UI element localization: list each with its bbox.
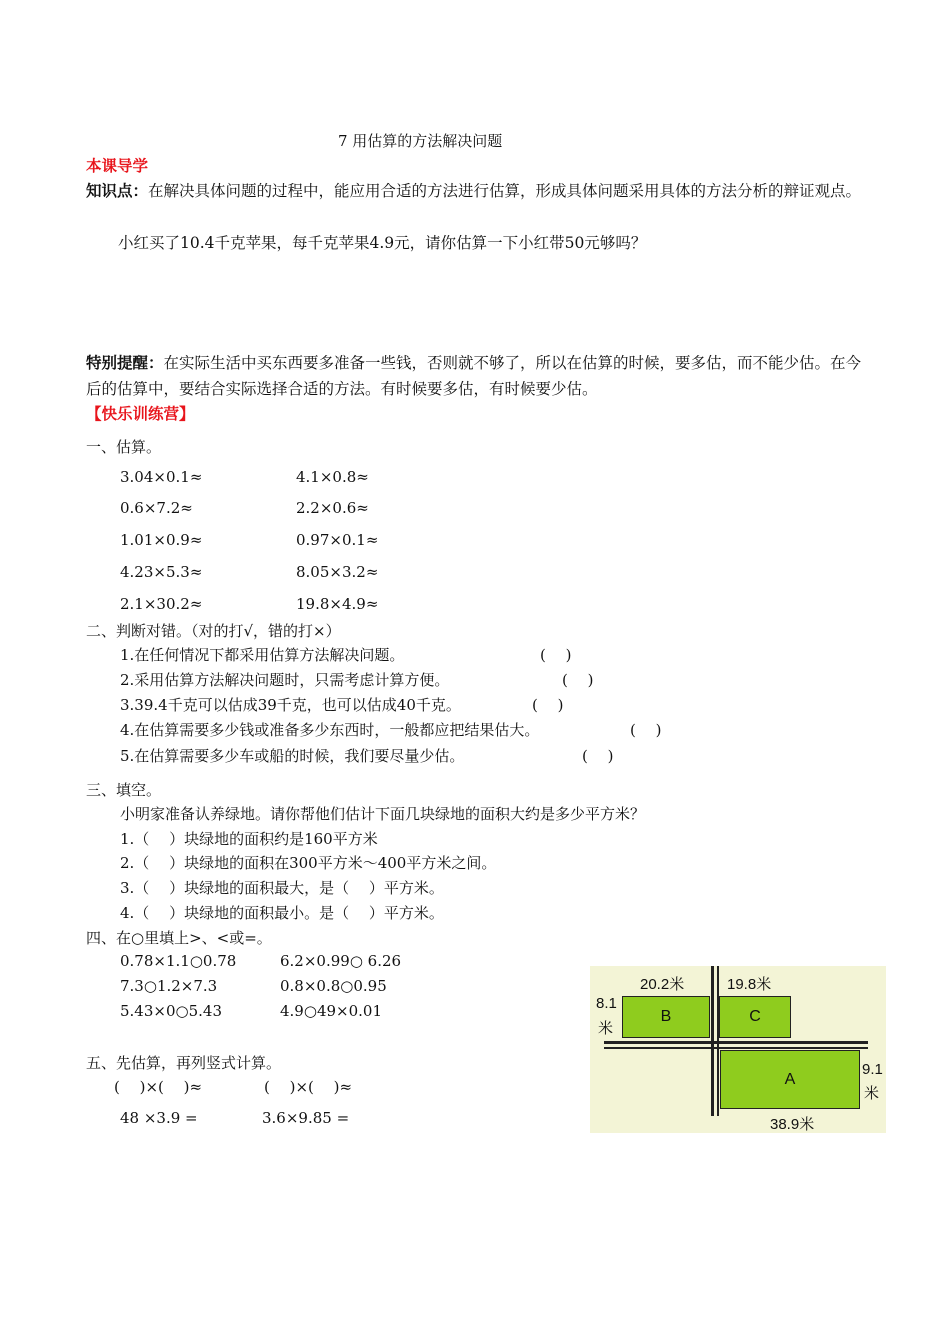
estimate-item: 3.04×0.1≈ <box>120 468 203 486</box>
estimate-item: 2.2×0.6≈ <box>296 499 369 517</box>
judge-item: 4.在估算需要多少钱或准备多少东西时，一般都应把结果估大。 <box>120 721 540 739</box>
horizontal-road <box>604 1041 868 1044</box>
fill-item: 4.（ ）块绿地的面积最小。是（ ）平方米。 <box>120 904 444 922</box>
compare-item: 7.3○1.2×7.3 <box>120 977 218 995</box>
compare-item: 0.78×1.1○0.78 <box>120 952 237 970</box>
section5-heading: 五、先估算，再列竖式计算。 <box>86 1054 282 1072</box>
c-width-label: 19.8米 <box>727 976 772 993</box>
practice-heading: 【快乐训练营】 <box>86 405 195 423</box>
reminder-text: 在实际生活中买东西要多准备一些钱，否则就不够了，所以在估算的时候，要多估，而不能少估。在今后的估算中，要结合实际选择合适的方法。有时候要多估，有时候要少估。 <box>86 354 862 398</box>
plot-a: A <box>720 1050 860 1109</box>
b-width-label: 20.2米 <box>640 976 685 993</box>
judge-item: 2.采用估算方法解决问题时，只需考虑计算方便。 <box>120 671 450 689</box>
b-height-label: 8.1 <box>596 995 617 1012</box>
estimate-item: 4.1×0.8≈ <box>296 468 369 486</box>
answer-bracket[interactable]: ( ) <box>582 747 614 765</box>
reminder-paragraph <box>86 350 866 402</box>
example-problem: 小红买了10.4千克苹果，每千克苹果4.9元，请你估算一下小红带50元够吗？ <box>118 234 647 252</box>
fill-item: 2.（ ）块绿地的面积在300平方米～400平方米之间。 <box>120 854 497 872</box>
answer-bracket[interactable]: ( ) <box>630 721 662 739</box>
calc-problem: 3.6×9.85 = <box>262 1109 350 1127</box>
compare-item: 4.9○49×0.01 <box>280 1002 382 1020</box>
a-height-unit: 米 <box>864 1085 880 1102</box>
estimate-item: 8.05×3.2≈ <box>296 563 379 581</box>
section3-heading: 三、填空。 <box>86 781 162 799</box>
estimate-item: 0.97×0.1≈ <box>296 531 379 549</box>
section1-heading: 一、估算。 <box>86 438 162 456</box>
answer-bracket[interactable]: ( ) <box>562 671 594 689</box>
a-height-label: 9.1 <box>862 1061 883 1078</box>
fill-item: 1.（ ）块绿地的面积约是160平方米 <box>120 830 378 848</box>
plot-c: C <box>719 996 791 1038</box>
estimate-item: 4.23×5.3≈ <box>120 563 203 581</box>
judge-item: 3.39.4千克可以估成39千克，也可以估成40千克。 <box>120 696 461 714</box>
calc-problem: 48 ×3.9 = <box>120 1109 198 1127</box>
page-title: 7 用估算的方法解决问题 <box>338 132 503 150</box>
section4-heading: 四、在○里填上>、<或=。 <box>86 929 272 947</box>
answer-bracket[interactable]: ( ) <box>540 646 572 664</box>
estimate-blank[interactable]: ( )×( )≈ <box>264 1078 353 1096</box>
estimate-item: 1.01×0.9≈ <box>120 531 203 549</box>
answer-bracket[interactable]: ( ) <box>532 696 564 714</box>
estimate-item: 0.6×7.2≈ <box>120 499 193 517</box>
guide-heading: 本课导学 <box>86 157 149 175</box>
section3-intro: 小明家准备认养绿地。请你帮他们估计下面几块绿地的面积大约是多少平方米？ <box>120 805 646 823</box>
reminder-label: 特别提醒： <box>86 354 164 372</box>
plot-b: B <box>622 996 710 1038</box>
green-plots-figure <box>590 966 886 1133</box>
estimate-item: 19.8×4.9≈ <box>296 595 379 613</box>
compare-item: 5.43×0○5.43 <box>120 1002 222 1020</box>
horizontal-road <box>604 1047 868 1049</box>
knowledge-label: 知识点： <box>86 182 149 200</box>
estimate-blank[interactable]: ( )×( )≈ <box>114 1078 203 1096</box>
section2-heading: 二、判断对错。（对的打√，错的打×） <box>86 622 341 640</box>
knowledge-text: 在解决具体问题的过程中，能应用合适的方法进行估算，形成具体问题采用具体的方法分析的辩证观点。 <box>148 182 862 200</box>
estimate-item: 2.1×30.2≈ <box>120 595 203 613</box>
compare-item: 0.8×0.8○0.95 <box>280 977 387 995</box>
b-height-unit: 米 <box>598 1020 614 1037</box>
judge-item: 1.在任何情况下都采用估算方法解决问题。 <box>120 646 405 664</box>
compare-item: 6.2×0.99○ 6.26 <box>280 952 402 970</box>
knowledge-paragraph <box>86 178 866 204</box>
a-width-label: 38.9米 <box>770 1116 815 1133</box>
judge-item: 5.在估算需要多少车或船的时候，我们要尽量少估。 <box>120 747 465 765</box>
fill-item: 3.（ ）块绿地的面积最大，是（ ）平方米。 <box>120 879 444 897</box>
